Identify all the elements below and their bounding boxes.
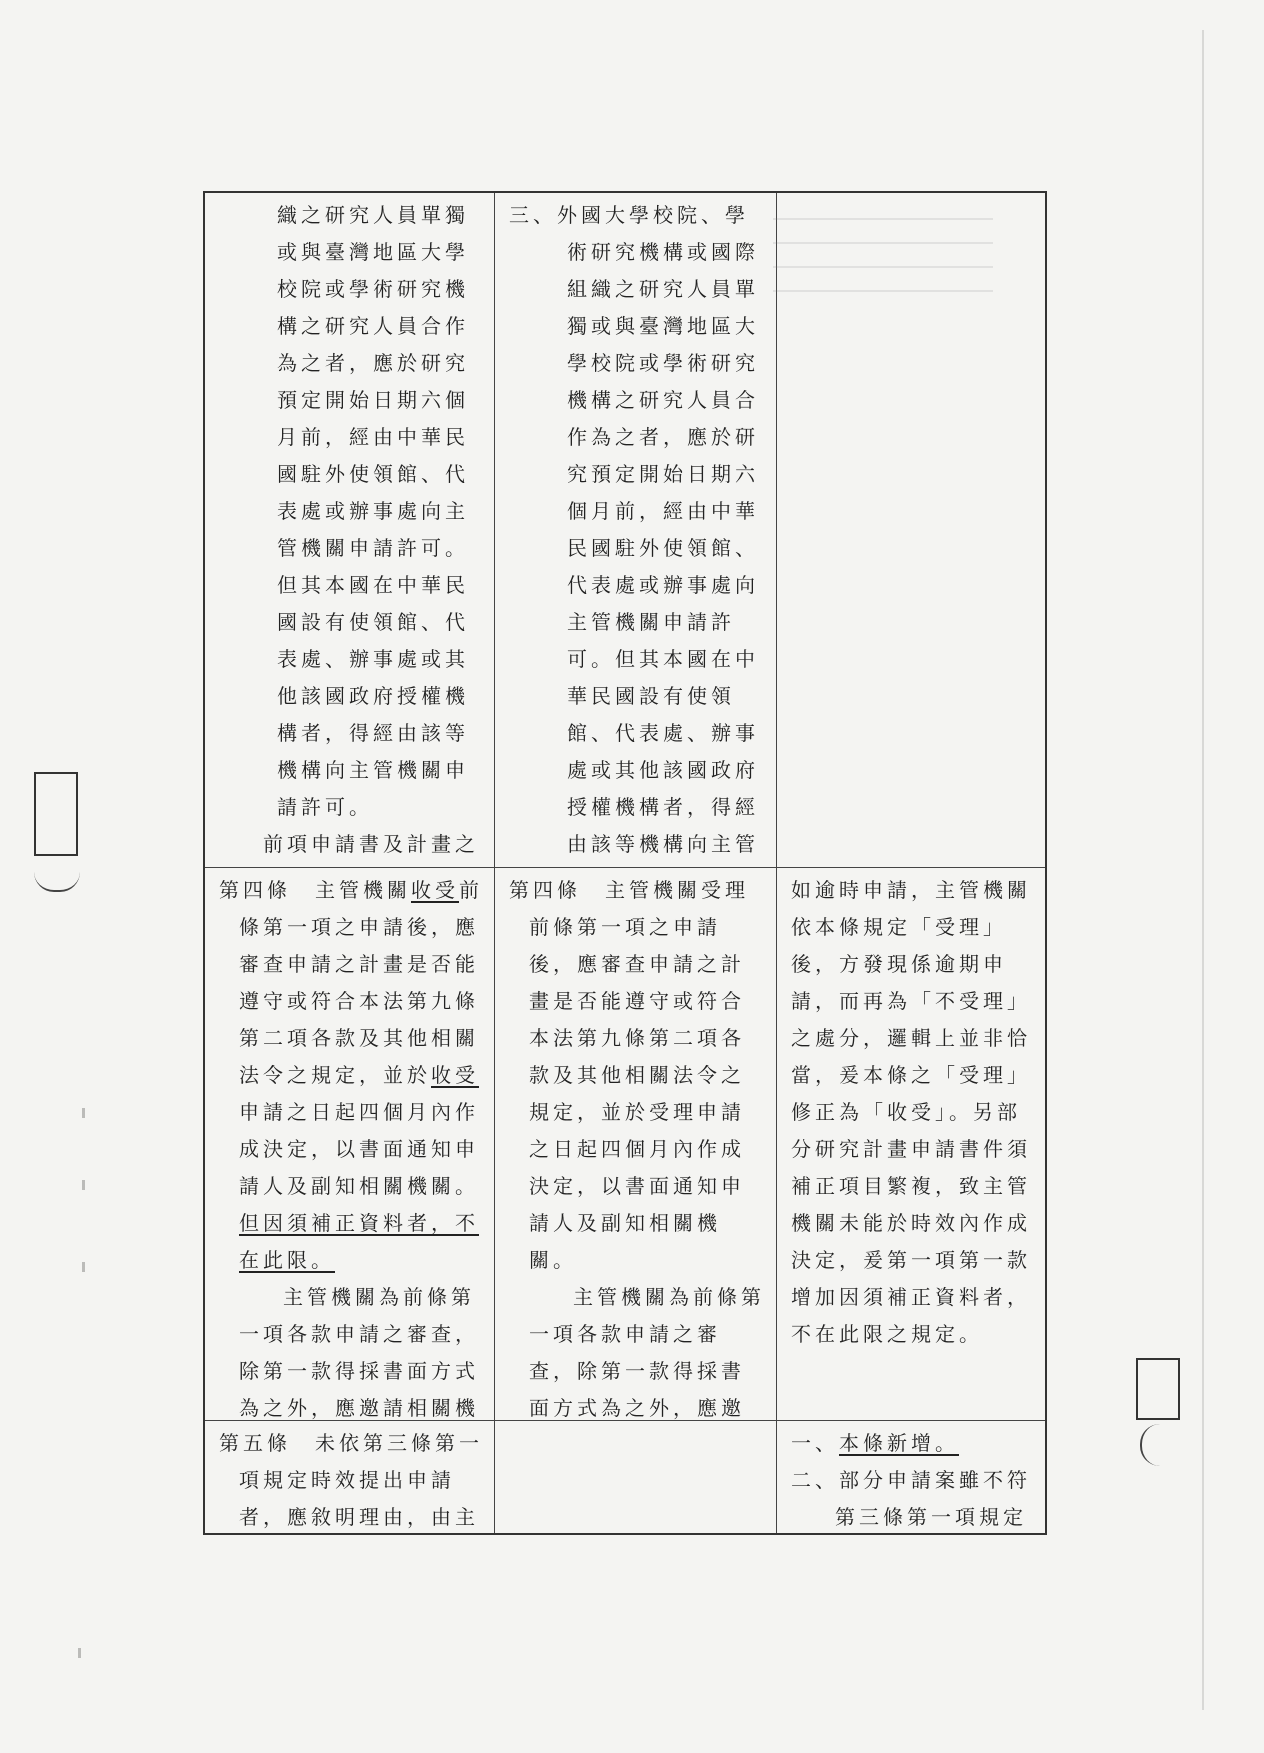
article4-current-para2: 主管機關為前條第一項各款申請之審查，除第一款得採書面方式為之外，應邀 <box>529 1285 765 1420</box>
article5-explanation-item1-text: 本條新增。 <box>839 1431 959 1455</box>
seal-stamp-left-tail <box>34 860 80 892</box>
article4-amended-receive-2: 收受 <box>431 1063 479 1087</box>
seal-stamp-right-tail <box>1140 1424 1168 1466</box>
article4-current: 第四條 主管機關受理前條第一項之申請後，應審查申請之計畫是否能遵守或符合本法第九條第二項各款及其他相關法令之規定，並於受理申請之日起四個月內作成決定，以書面通知申請人及副知相關機關。 <box>509 878 749 1272</box>
scan-speck <box>82 1262 85 1272</box>
page-edge-shadow <box>1202 30 1204 1710</box>
row1-amended-para2: 前項申請書及計畫之 <box>263 832 479 856</box>
article5-explanation-item1 <box>791 1425 1035 1462</box>
article5-amended: 第五條 未依第三條第一項規定時效提出申請者，應敘明理由，由主 <box>219 1431 483 1529</box>
row1-current-text <box>495 193 777 868</box>
article4-amended-proviso: 但因須補正資料者，不在此限。 <box>239 1211 479 1272</box>
comparison-table <box>203 191 1047 1535</box>
article4-amended <box>219 872 484 1279</box>
article4-amended-c: 前條第一項之申請後，應審查申請之計畫是否能遵守或符合本法第九條第二項各款及其他相關法令之規定，並於 <box>239 878 483 1087</box>
row2-current-text <box>495 868 777 1421</box>
article4-amended-e: 申請之日起四個月內作成決定，以書面通知申請人及副知相關機關。 <box>239 1100 479 1198</box>
article5-explanation-item2: 二、部分申請案雖不符第三條第一項規定 <box>791 1468 1031 1529</box>
seal-stamp-left <box>34 772 78 856</box>
row2-amended-text <box>205 868 495 1421</box>
row3-explanation <box>777 1421 1045 1533</box>
scan-speck <box>82 1108 85 1118</box>
article5-explanation-item1-prefix: 一、 <box>791 1431 839 1455</box>
row2-explanation <box>777 868 1045 1421</box>
seal-stamp-right <box>1136 1358 1180 1420</box>
row1-amended-text <box>205 193 495 868</box>
row3-current-text <box>495 1421 777 1533</box>
article4-amended-a: 第四條 主管機關 <box>219 878 411 902</box>
bleed-through-marks <box>773 200 993 314</box>
scan-speck <box>78 1648 81 1658</box>
row3-amended-text <box>205 1421 495 1533</box>
article4-amended-para2: 主管機關為前條第一項各款申請之審查，除第一款得採書面方式為之外，應邀請相關機 <box>239 1285 479 1420</box>
row1-amended-item: 織之研究人員單獨或與臺灣地區大學校院或學術研究機構之研究人員合作為之者，應於研究預定開始日期六個月前，經由中華民國駐外使領館、代表處或辦事處向主管機關申請許可。但其本國在中華民國設有使領館、代表處、辦事處或其他該國政府授權機構者，得經由該等機構向主管機關申請許可。 <box>277 203 469 819</box>
scan-speck <box>82 1180 85 1190</box>
row1-current-item: 三、外國大學校院、學術研究機構或國際組織之研究人員單獨或與臺灣地區大學校院或學術研究機構之研究人員合作為之者，應於研究預定開始日期六個月前，經由中華民國駐外使領館、代表處或辦事處向主管機關申請許可。但其本國在中華民國設有使領館、代表處、辦事處或其他該國政府授權機構者，得經由該等機構向主管 <box>509 203 759 856</box>
article4-explanation: 如逾時申請，主管機關依本條規定「受理」後，方發現係逾期申請，而再為「不受理」之處分，邏輯上並非恰當，爰本條之「受理」修正為「收受」。另部分研究計畫申請書件須補正項目繁複，致主管機關未能於時效內作成決定，爰第一項第一款增加因須補正資料者，不在此限之規定。 <box>791 878 1031 1346</box>
article4-amended-receive-1: 收受 <box>411 878 459 902</box>
